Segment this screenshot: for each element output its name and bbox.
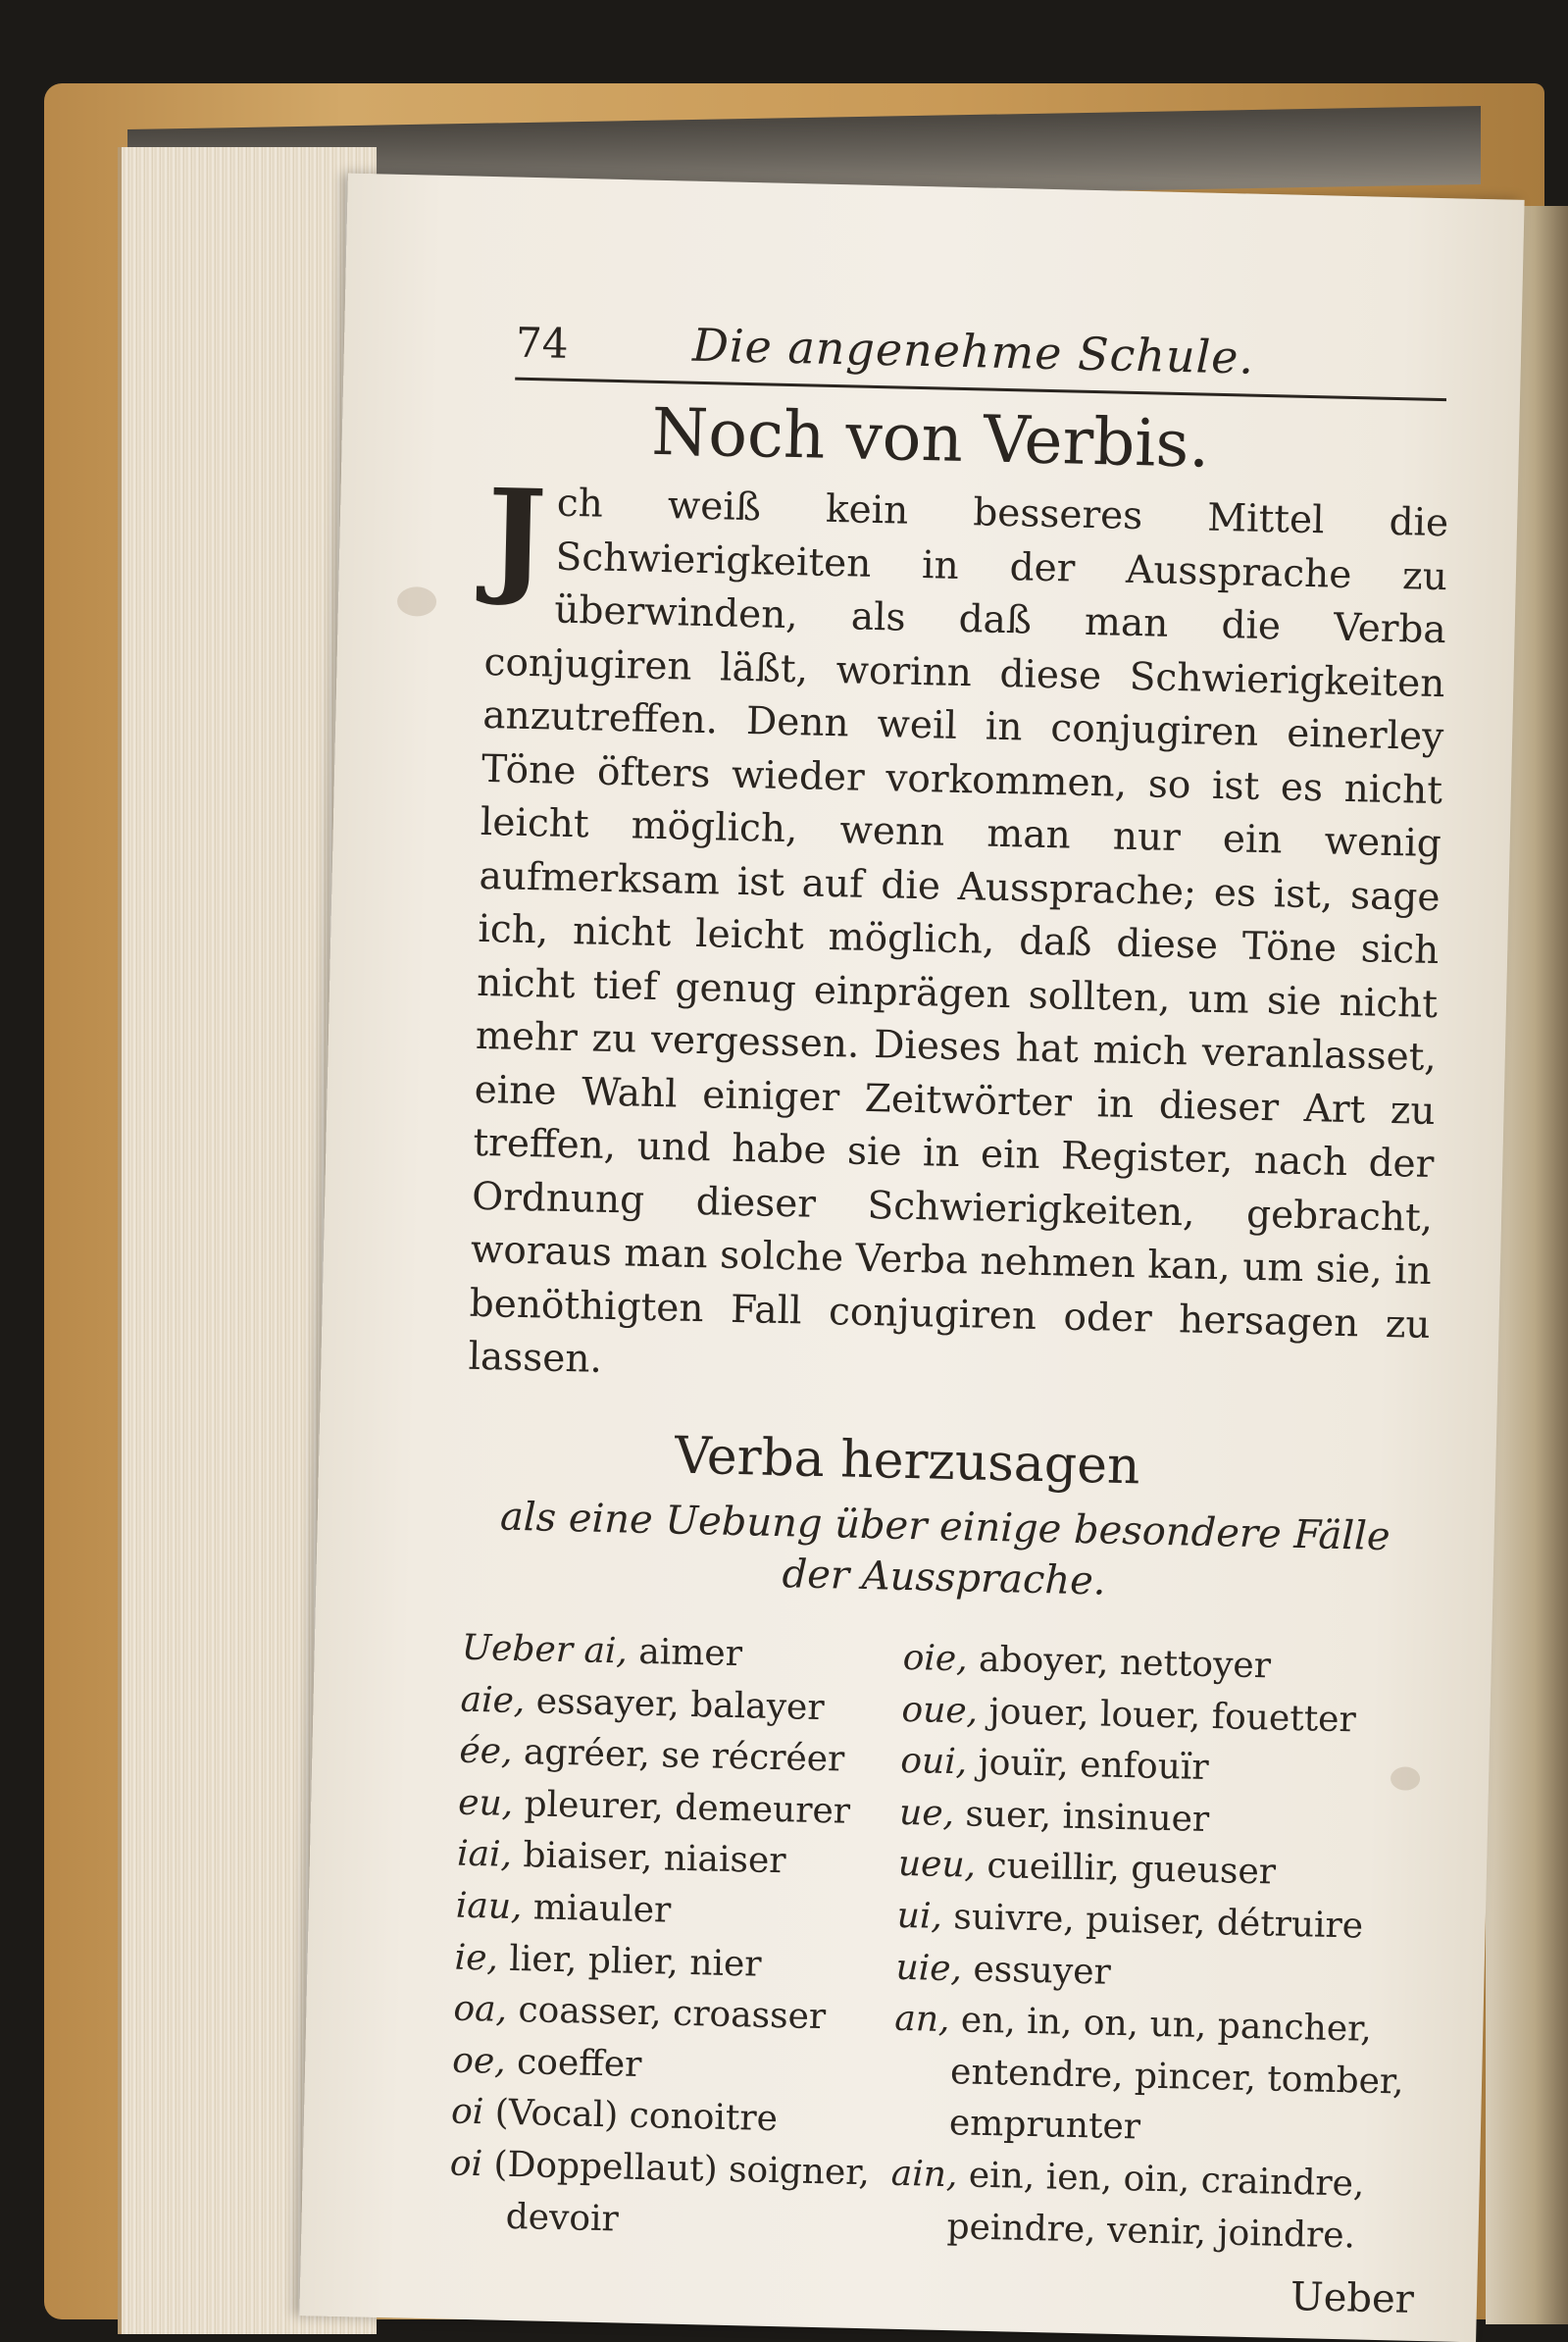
book-page: [299, 174, 1524, 2342]
list-item: iau, miauler: [455, 1885, 672, 1931]
list-item: ée, agréer, se récréer: [459, 1730, 845, 1780]
list-item: oa, coasser, croasser: [453, 1988, 827, 2038]
verb-list-left: [448, 1623, 893, 2252]
verb-list-right: [889, 1633, 1433, 2264]
list-item: oui, jouïr, enfouïr: [899, 1741, 1210, 1789]
list-item: ui, suivre, puiser, détruire: [896, 1895, 1364, 1947]
list-item: iai, biaiser, niaiser: [456, 1834, 786, 1882]
page-number: 74: [515, 318, 570, 368]
running-head: Die angenehme Schule.: [691, 318, 1255, 384]
list-item: oie, aboyer, nettoyer: [902, 1637, 1272, 1687]
subheading-caption: als eine Uebung über einige besondere Fälle der Aussprache.: [499, 1494, 1391, 1604]
list-item: uie, essuyer: [895, 1947, 1112, 1993]
paper-stain: [397, 586, 437, 617]
list-item: oue, jouer, louer, fouetter: [901, 1689, 1357, 1740]
list-item: ie, lier, plier, nier: [454, 1937, 763, 1985]
list-item: aie, essayer, balayer: [460, 1679, 826, 1728]
list-item: an, en, in, on, un, pancher,: [893, 1998, 1373, 2050]
subheading: Verba herzusagen: [674, 1426, 1141, 1497]
list-item: ueu, cueillir, gueuser: [897, 1844, 1277, 1893]
section-title: Noch von Verbis.: [650, 393, 1211, 483]
list-item: ue, suer, insinuer: [898, 1792, 1210, 1840]
list-item: eu, pleurer, demeurer: [457, 1782, 851, 1832]
list-item: peindre, venir, joindre.: [946, 2206, 1356, 2257]
body-paragraph: [468, 461, 1449, 1405]
drop-cap: J: [484, 461, 548, 611]
list-item: oi (Vocal) conoitre: [450, 2091, 779, 2140]
list-item: devoir: [505, 2196, 620, 2239]
list-item: ain, ein, ien, oin, craindre,: [890, 2153, 1365, 2205]
list-item: oi (Doppellaut) soigner,: [449, 2143, 871, 2194]
catchword: Ueber: [1290, 2274, 1415, 2322]
paragraph-text: ch weiß kein besseres Mittel die Schwierigkeiten in der Aussprache zu überwinden, als daß man die Verba conjugiren läßt, worinn diese Schwierigkeiten anzutreffen. Denn weil in conjugiren einerley Töne öfters wieder vorkommen, so ist es nicht leicht möglich, wenn man nur ein wenig aufmerksam ist auf die Aussprache; es ist, sage ich, nicht leicht möglich, daß diese Töne sich nicht tief genug einprägen sollten, um sie nicht mehr zu vergessen. Dieses hat mich veranlasset, eine Wahl einiger Zeitwörter in dieser Art zu treffen, und habe sie in ein Register, nach der Ordnung dieser Schwierigkeiten, gebracht, woraus man solche Verba nehmen kan, um sie, in benöthigten Fall conjugiren oder hersagen zu lassen.: [468, 481, 1449, 1382]
list-item: Ueber ai, aimer: [461, 1627, 743, 1675]
list-item: oe, coeffer: [451, 2040, 642, 2085]
list-item: entendre, pincer, tomber, emprunter: [948, 2051, 1405, 2148]
page-header: [515, 315, 1447, 402]
